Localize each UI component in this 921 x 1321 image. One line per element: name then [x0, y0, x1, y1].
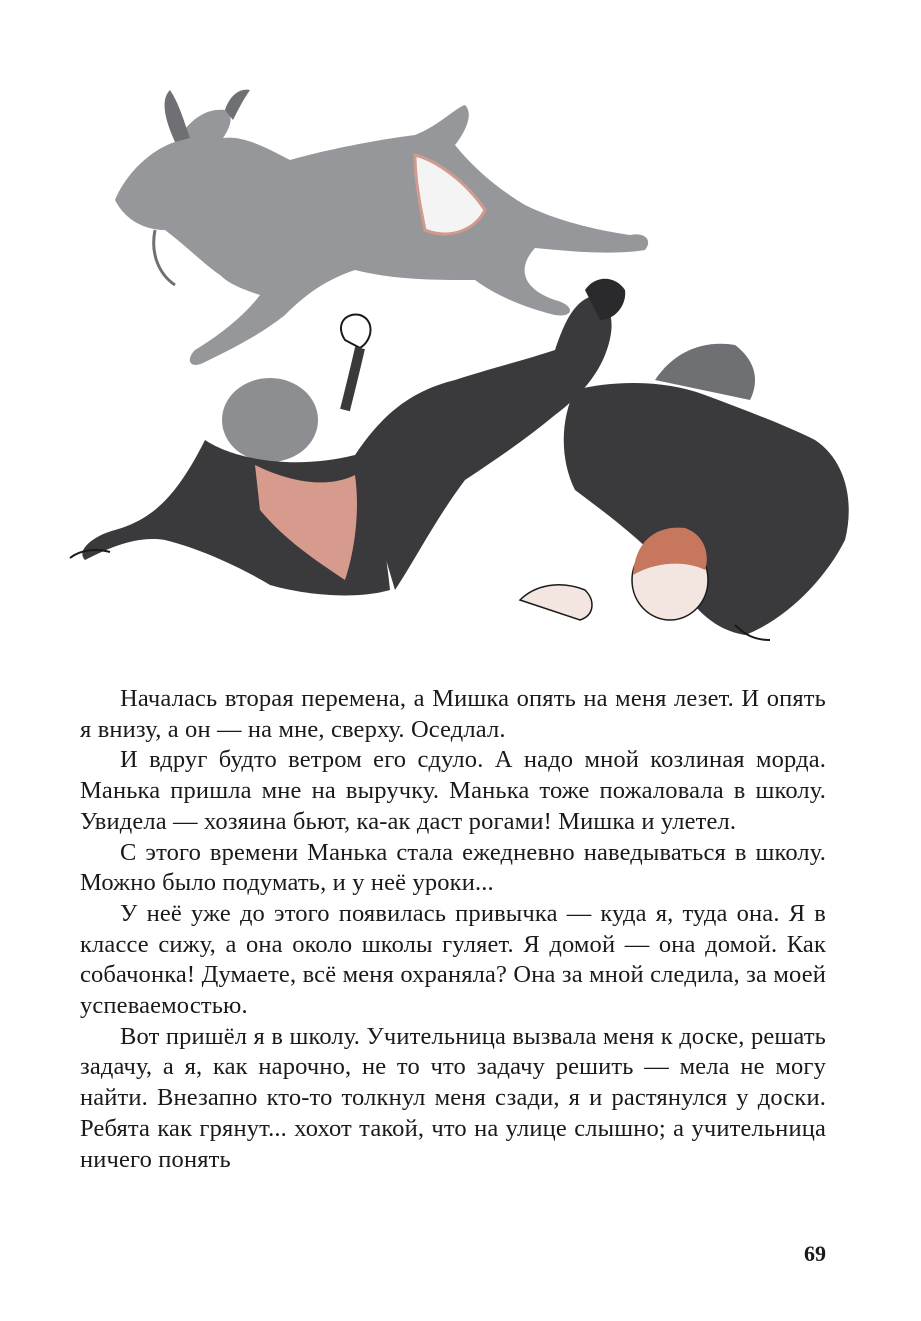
- paragraph: Вот пришёл я в школу. Учительница вызвала меня к доске, решать задачу, а я, как нарочно, не то что задачу решить — мела не могу найти. Внезапно кто-то толкнул меня сзади, я и растянулся у доски. Ребята как грянут... хохот такой, что на улице слышно; а учительница ничего понять: [80, 1022, 826, 1173]
- paragraph: И вдруг будто ветром его сдуло. А надо мной козлиная морда. Манька пришла мне на выручку. Манька тоже пожаловала в школу. Увидела — хозяина бьют, ка-ак даст рогами! Мишка и улетел.: [80, 746, 826, 835]
- goat-and-boys-drawing: [55, 80, 865, 650]
- paragraph: У неё уже до этого появилась привычка — куда я, туда она. Я в классе сижу, а она около школы гуляет. Я домой — она домой. Как собачонка! Думаете, всё меня охраняла? Она за мной следила, за моей успеваемостью.: [80, 899, 826, 1020]
- book-illustration: [55, 80, 865, 650]
- falling-boy-figure: [70, 279, 625, 596]
- story-text: [80, 684, 826, 1175]
- paragraph: Началась вторая перемена, а Мишка опять на меня лезет. И опять я внизу, а он — на мне, сверху. Оседлал.: [80, 685, 826, 743]
- paragraph: С этого времени Манька стала ежедневно наведываться в школу. Можно было подумать, и у неё уроки...: [80, 838, 826, 897]
- page-number: 69: [804, 1241, 826, 1266]
